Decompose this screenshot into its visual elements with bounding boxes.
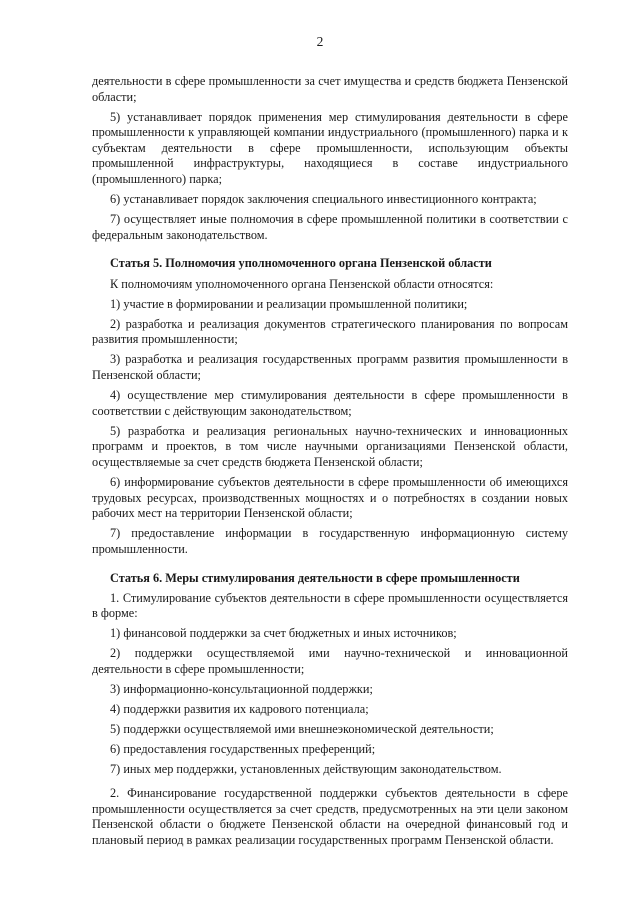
article6-item-2: 2) поддержки осуществляемой ими научно-технической и инновационной деятельности в сфере промышленности;: [92, 646, 568, 676]
article6-item-7: 7) иных мер поддержки, установленных действующим законодательством.: [110, 762, 502, 777]
article4-item-7: 7) осуществляет иные полномочия в сфере промышленной политики в соответствии с федеральным законодательством.: [92, 212, 568, 242]
article6-item-3: 3) информационно-консультационной поддержки;: [110, 682, 373, 697]
article6-clause-1: 1. Стимулирование субъектов деятельности в сфере промышленности осуществляется в форме:: [92, 590, 568, 621]
article6-clause-2: 2. Финансирование государственной поддержки субъектов деятельности в сфере промышленности осуществляется за счет средств, предусмотренных на эти цели законом Пензенской области о бюджете Пензенской области на очередной финансовый год и плановый период в рамках реализации государственных программ Пензенской области.: [92, 786, 568, 847]
article5-item-4: 4) осуществление мер стимулирования деятельности в сфере промышленности в соответствии с действующим законодательством;: [92, 388, 568, 418]
article6-item-4: 4) поддержки развития их кадрового потенциала;: [110, 702, 369, 717]
page-number: 2: [316, 34, 324, 49]
article5-item-7: 7) предоставление информации в государственную информационную систему промышленности.: [92, 526, 568, 556]
article6-item-1: 1) финансовой поддержки за счет бюджетных и иных источников;: [110, 626, 457, 641]
article5-item-1: 1) участие в формировании и реализации промышленной политики;: [110, 296, 468, 311]
article6-heading: Статья 6. Меры стимулирования деятельности в сфере промышленности: [110, 570, 520, 585]
article5-item-6: 6) информирование субъектов деятельности в сфере промышленности об имеющихся трудовых ресурсах, производственных мощностях и о потребностях в создании новых рабочих мест на территории Пензенской области;: [92, 475, 568, 521]
article4-item-5: 5) устанавливает порядок применения мер стимулирования деятельности в сфере промышленности к управляющей компании индустриального (промышленного) парка и к субъектам деятельности в сфере промышленности, использующим объекты промышленной инфраструктуры, находящиеся в составе индустриального (промышленного) парка;: [92, 109, 568, 187]
article6-item-6: 6) предоставления государственных преференций;: [110, 742, 376, 757]
article5-item-5: 5) разработка и реализация региональных научно-технических и инновационных программ и проектов, в том числе научными организациями Пензенской области, осуществляемые за счет средств бюджета Пензенской области;: [92, 423, 568, 469]
article5-item-3: 3) разработка и реализация государственных программ развития промышленности в Пензенской области;: [92, 352, 568, 382]
document-body: [92, 74, 568, 848]
article5-intro: К полномочиям уполномоченного органа Пензенской области относятся:: [110, 276, 494, 291]
article4-continuation: деятельности в сфере промышленности за счет имущества и средств бюджета Пензенской области;: [92, 74, 568, 104]
article5-heading: Статья 5. Полномочия уполномоченного органа Пензенской области: [110, 256, 492, 271]
article6-item-5: 5) поддержки осуществляемой ими внешнеэкономической деятельности;: [110, 722, 494, 737]
article4-item-6: 6) устанавливает порядок заключения специального инвестиционного контракта;: [110, 192, 537, 207]
article5-item-2: 2) разработка и реализация документов стратегического планирования по вопросам развития промышленности;: [92, 316, 568, 347]
